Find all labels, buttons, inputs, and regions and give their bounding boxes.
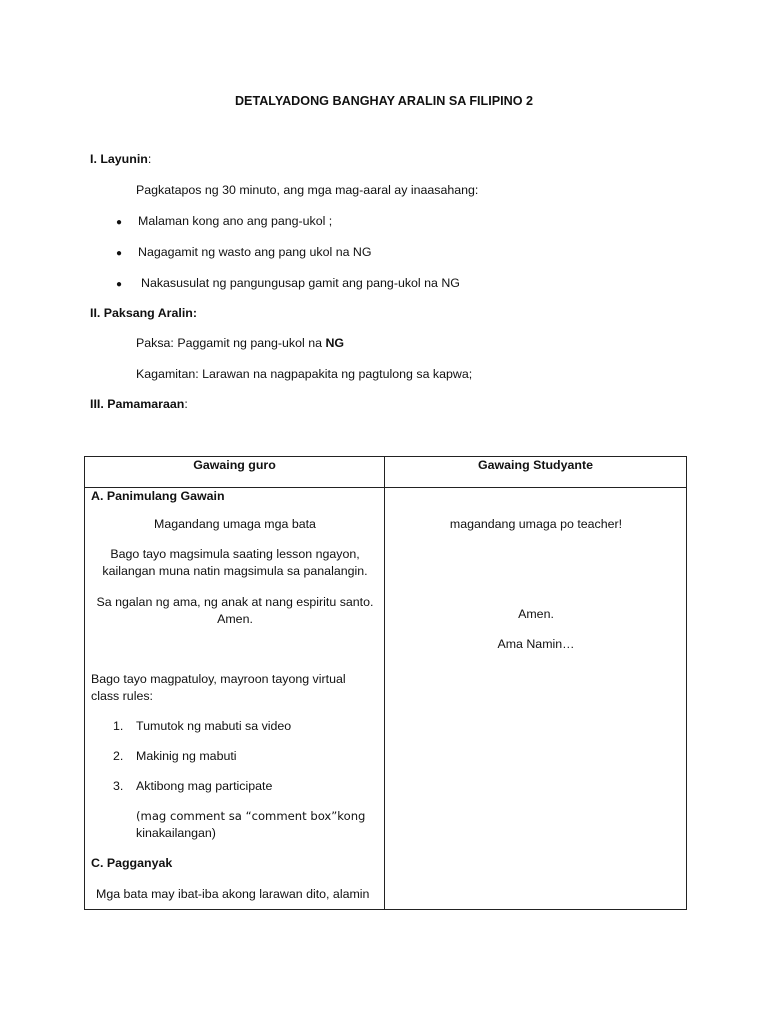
bullet-icon: ● bbox=[116, 279, 123, 290]
section-layunin-heading bbox=[90, 151, 151, 168]
paksa-text: Paksa: Paggamit ng pang-ukol na bbox=[136, 336, 326, 350]
student-amen: Amen. bbox=[518, 607, 554, 621]
subheading-pagganyak: C. Pagganyak bbox=[91, 856, 173, 870]
section-pamamaraan-heading bbox=[90, 396, 188, 413]
header-gawaing-studyante: Gawaing Studyante bbox=[385, 457, 687, 488]
subheading-panimulang-gawain: A. Panimulang Gawain bbox=[91, 489, 225, 503]
prayer-intro-line: kailangan muna natin magsimula sa panalangin. bbox=[102, 564, 368, 578]
lesson-plan-table bbox=[84, 456, 687, 910]
rule-item: Makinig ng mabuti bbox=[136, 749, 237, 763]
rules-intro-line: class rules: bbox=[91, 689, 153, 703]
sign-of-cross-line: Amen. bbox=[217, 612, 253, 626]
table-header-row bbox=[85, 457, 687, 488]
prayer-intro-line: Bago tayo magsimula saating lesson ngayon, bbox=[110, 547, 360, 561]
rule-number: 2. bbox=[113, 749, 124, 763]
header-gawaing-guro: Gawaing guro bbox=[85, 457, 385, 488]
page-title: DETALYADONG BANGHAY ARALIN SA FILIPINO 2 bbox=[234, 94, 534, 108]
paksa-line bbox=[136, 335, 344, 352]
table-row bbox=[85, 488, 687, 910]
section-paksang-aralin-heading: II. Paksang Aralin: bbox=[90, 306, 197, 320]
pamamaraan-label: III. Pamamaraan bbox=[90, 397, 185, 411]
rule-number: 3. bbox=[113, 779, 124, 793]
teacher-column bbox=[85, 488, 385, 910]
rule-number: 1. bbox=[113, 719, 124, 733]
kagamitan-line: Kagamitan: Larawan na nagpapakita ng pagtulong sa kapwa; bbox=[136, 367, 473, 381]
rules-note-line: kinakailangan) bbox=[136, 826, 216, 840]
student-greeting: magandang umaga po teacher! bbox=[449, 517, 623, 531]
paksa-bold: NG bbox=[325, 336, 345, 350]
objective-item: Nagagamit ng wasto ang pang ukol na NG bbox=[138, 245, 372, 259]
bullet-icon: ● bbox=[116, 217, 123, 228]
objective-item: Malaman kong ano ang pang-ukol ; bbox=[138, 214, 333, 228]
pamamaraan-colon: : bbox=[184, 397, 188, 411]
sign-of-cross-line: Sa ngalan ng ama, ng anak at nang espiritu santo. bbox=[96, 595, 374, 609]
layunin-intro: Pagkatapos ng 30 minuto, ang mga mag-aaral ay inaasahang: bbox=[136, 183, 479, 197]
rules-intro-line: Bago tayo magpatuloy, mayroon tayong virtual bbox=[91, 672, 346, 686]
teacher-greeting: Magandang umaga mga bata bbox=[154, 517, 316, 531]
student-ama-namin: Ama Namin… bbox=[497, 637, 575, 651]
student-column bbox=[385, 488, 687, 910]
rule-item: Tumutok ng mabuti sa video bbox=[136, 719, 292, 733]
rule-item: Aktibong mag participate bbox=[136, 779, 273, 793]
objective-item: Nakasusulat ng pangungusap gamit ang pang-ukol na NG bbox=[141, 276, 460, 290]
bullet-icon: ● bbox=[116, 248, 123, 259]
rules-note-line: (mag comment sa “comment box”kong bbox=[136, 809, 366, 823]
pagganyak-text: Mga bata may ibat-iba akong larawan dito, alamin bbox=[96, 887, 370, 901]
layunin-label: I. Layunin bbox=[90, 152, 148, 166]
layunin-colon: : bbox=[147, 152, 152, 166]
